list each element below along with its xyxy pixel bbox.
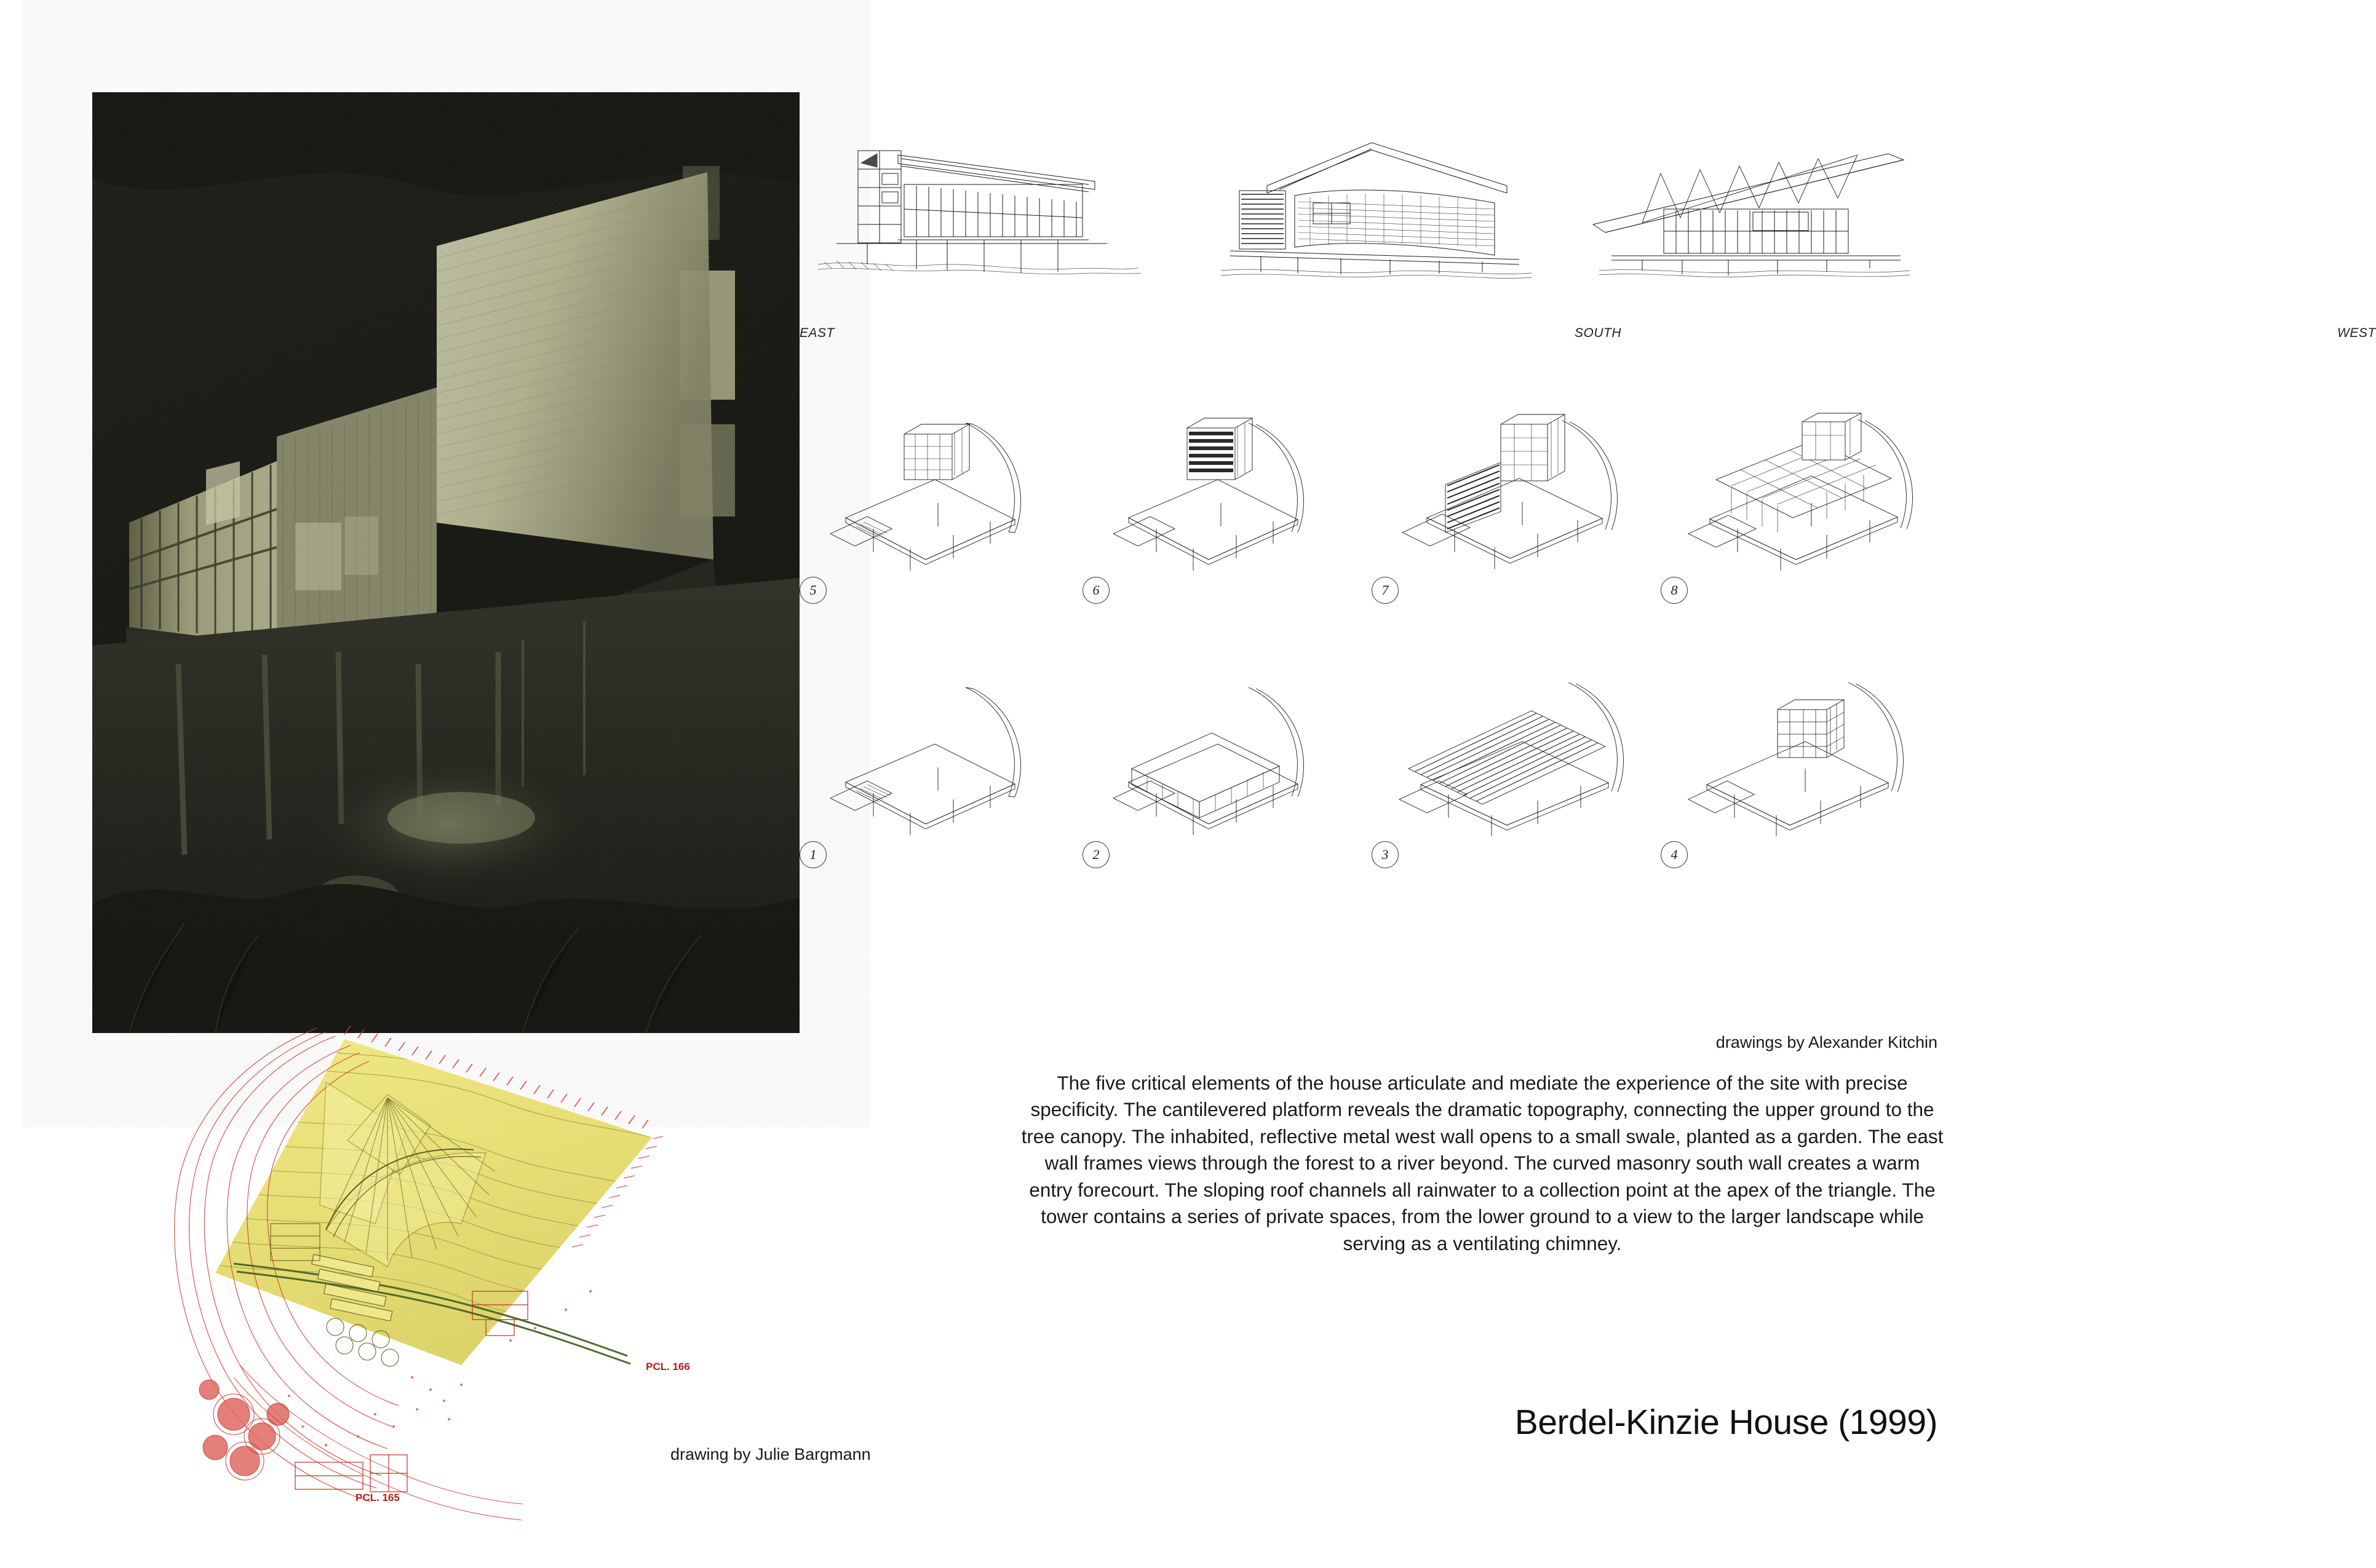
- elevation-label-east: EAST: [800, 326, 835, 340]
- axonometric-7: [1384, 406, 1655, 609]
- credit-drawings-kitchin: drawings by Alexander Kitchin: [1715, 1033, 1937, 1051]
- axonometric-1: [812, 670, 1083, 873]
- elevation-east-drawing: [800, 117, 1169, 340]
- axonometric-5-svg: [812, 406, 1083, 609]
- axonometric-1-svg: [812, 670, 1083, 873]
- axonometric-number-2: 2: [1083, 841, 1110, 868]
- elevation-label-south: SOUTH: [1575, 326, 1621, 340]
- axonometric-number-4: 4: [1661, 841, 1688, 868]
- axonometric-3: [1384, 670, 1655, 873]
- axonometric-number-5: 5: [800, 577, 827, 604]
- vegetation-symbols: [199, 1380, 289, 1476]
- axonometric-number-6: 6: [1083, 577, 1110, 604]
- axonometric-4: [1673, 670, 1944, 873]
- axonometric-6-svg: [1095, 406, 1365, 609]
- elevation-south-drawing: [1187, 117, 1621, 340]
- axonometric-row-upper: [800, 406, 1968, 652]
- description-paragraph: The five critical elements of the house articulate and mediate the experience of the site with precise specificity. The cantilevered platform reveals the dramatic topography, connecting the upper ground to the tree canopy. The inhabited, reflective metal west wall opens to a small swale, planted as a garden. The east wall frames views through the forest to a river beyond. The curved masonry south wall creates a warm entry forecourt. The sloping roof channels all rainwater to a collection point at the apex of the triangle. The tower contains a series of private spaces, from the lower ground to a view to the larger landscape while serving as a ventilating chimney.: [1021, 1072, 1944, 1254]
- page-title: Berdel-Kinzie House (1999): [1514, 1403, 1937, 1442]
- photograph-image: [92, 92, 800, 1033]
- parcel-label-166: PCL. 166: [646, 1361, 690, 1372]
- axonometric-number-8: 8: [1661, 577, 1688, 604]
- axonometric-3-svg: [1384, 670, 1655, 873]
- west-elevation-svg: [1568, 117, 1937, 320]
- axonometric-6: [1095, 406, 1365, 609]
- east-elevation-svg: [800, 117, 1169, 320]
- credit-drawing-bargmann: drawing by Julie Bargmann: [670, 1445, 871, 1463]
- axonometric-number-3: 3: [1372, 841, 1399, 868]
- axonometric-2-svg: [1095, 670, 1365, 873]
- axonometric-number-7: 7: [1372, 577, 1399, 604]
- axonometric-2: [1095, 670, 1365, 873]
- axonometric-8-svg: [1673, 406, 1944, 609]
- night-photograph: [92, 92, 800, 1033]
- axonometric-7-svg: [1384, 406, 1655, 609]
- axonometric-5: [812, 406, 1083, 609]
- axonometric-row-lower: [800, 670, 1968, 916]
- south-elevation-svg: [1187, 117, 1556, 320]
- parcel-label-165: PCL. 165: [356, 1492, 400, 1503]
- elevation-drawings-row: [800, 117, 2376, 375]
- axonometric-number-1: 1: [800, 841, 827, 868]
- axonometric-8: [1673, 406, 1944, 609]
- axonometric-4-svg: [1673, 670, 1944, 873]
- elevation-label-west: WEST: [2337, 326, 2376, 340]
